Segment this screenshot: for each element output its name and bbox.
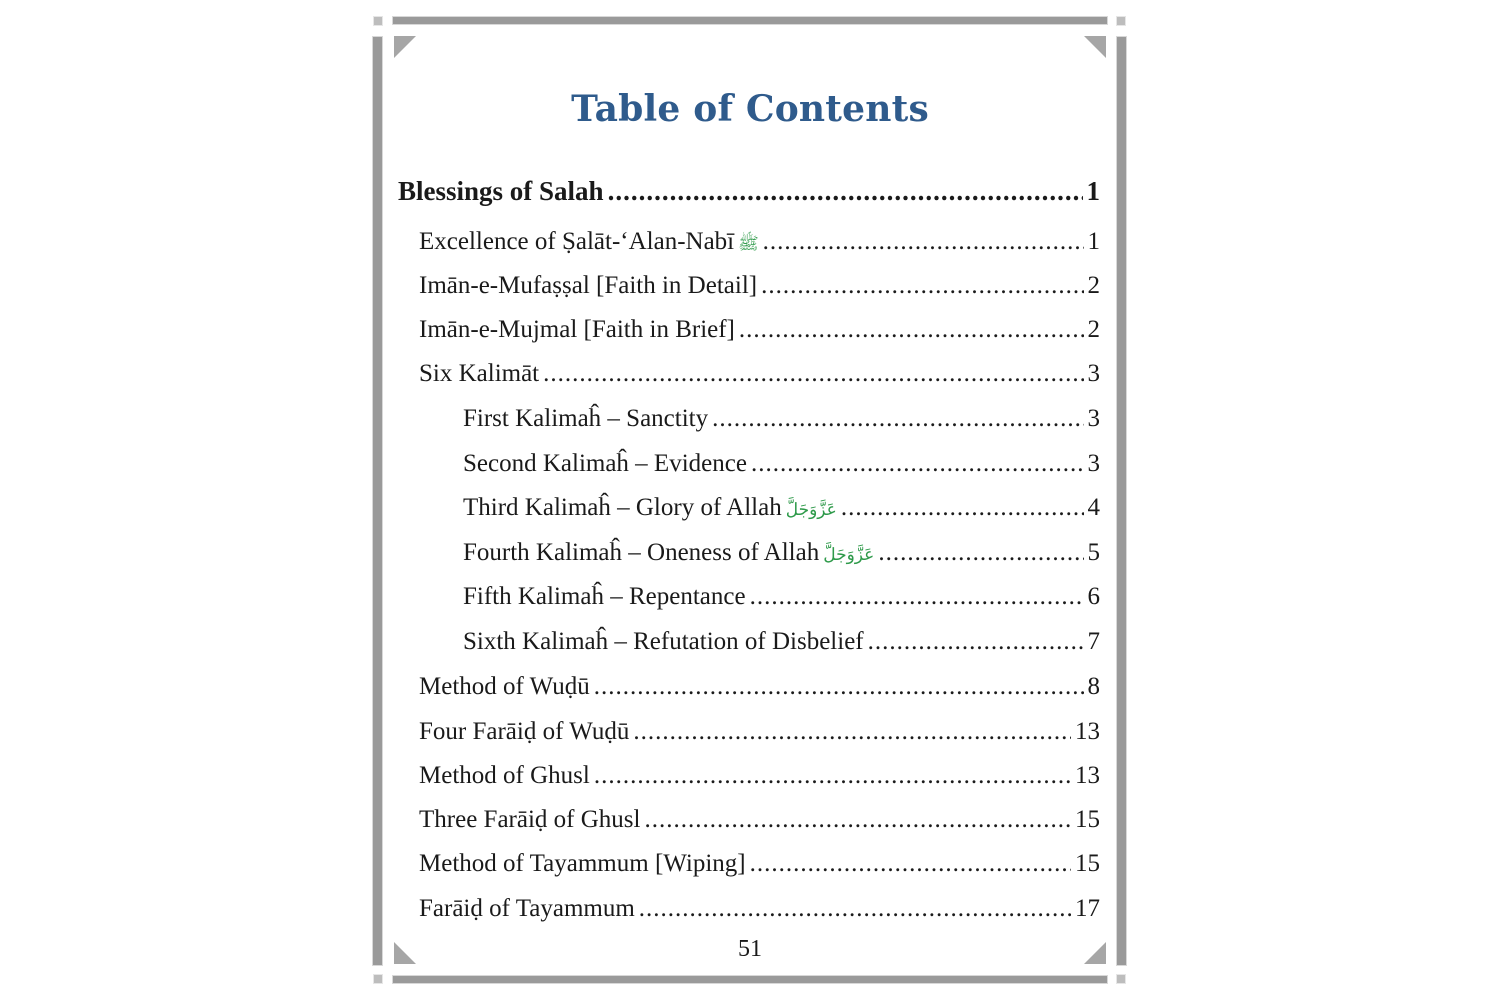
toc-entry-page: 13 — [1075, 718, 1100, 745]
toc-entry-label: First Kalimaĥ – Sanctity — [463, 405, 709, 432]
toc-dot-leader — [751, 450, 1084, 478]
toc-entry-label: Third Kalimaĥ – Glory of Allah — [463, 494, 782, 521]
toc-entry-page: 15 — [1075, 806, 1100, 833]
frame-bottom-border — [392, 975, 1108, 984]
toc-entry[interactable] — [398, 895, 1100, 923]
toc-entry[interactable] — [398, 316, 1100, 344]
toc-entry-page: 15 — [1075, 850, 1100, 877]
toc-entry-page: 8 — [1087, 673, 1100, 700]
toc-entry[interactable] — [398, 762, 1100, 790]
toc-dot-leader — [739, 316, 1084, 344]
toc-entry-page: 13 — [1075, 762, 1100, 789]
toc-entry-label: Sixth Kalimaĥ – Refutation of Disbelief — [463, 628, 864, 655]
toc-entry[interactable] — [398, 176, 1100, 207]
toc-dot-leader — [841, 494, 1084, 522]
frame-corner-bottom-left — [373, 974, 383, 984]
toc-entry[interactable] — [398, 539, 1100, 567]
toc-entry-page: 3 — [1087, 450, 1100, 477]
toc-entry[interactable] — [398, 583, 1100, 611]
toc-dot-leader — [878, 539, 1083, 567]
frame-top-border — [392, 16, 1108, 25]
toc-entry[interactable] — [398, 673, 1100, 701]
toc-entry-label: Four Farāiḍ of Wuḍū — [419, 718, 630, 745]
honorific-calligraphy: عَزَّوَجَلَّ — [823, 545, 875, 564]
toc-dot-leader — [868, 628, 1084, 656]
frame-corner-top-left — [373, 16, 383, 26]
toc-entry-label: Fourth Kalimaĥ – Oneness of Allah — [463, 539, 820, 566]
toc-entry-page: 17 — [1075, 895, 1100, 922]
toc-dot-leader — [761, 272, 1083, 300]
toc-entry-page: 1 — [1086, 176, 1100, 206]
toc-entry[interactable] — [398, 450, 1100, 478]
toc-entry[interactable] — [398, 628, 1100, 656]
toc-entry-page: 4 — [1087, 494, 1100, 521]
frame-corner-top-right — [1116, 16, 1126, 26]
toc-entry-page: 3 — [1087, 405, 1100, 432]
page-title: Table of Contents — [571, 88, 929, 130]
toc-entry-label: Fifth Kalimaĥ – Repentance — [463, 583, 746, 610]
toc-entry[interactable] — [398, 360, 1100, 388]
toc-entry-label: Method of Ghusl — [419, 762, 590, 789]
toc-entry[interactable] — [398, 850, 1100, 878]
toc-dot-leader — [712, 405, 1083, 433]
toc-entry-label: Method of Tayammum [Wiping] — [419, 850, 746, 877]
toc-dot-leader — [608, 176, 1083, 207]
toc-dot-leader — [644, 806, 1071, 834]
toc-entry-page: 2 — [1087, 272, 1100, 299]
frame-left-border — [372, 36, 383, 966]
toc-entry[interactable] — [398, 272, 1100, 300]
toc-dot-leader — [750, 583, 1084, 611]
toc-entry-page: 3 — [1087, 360, 1100, 387]
toc-entry-label: Farāiḍ of Tayammum — [419, 895, 635, 922]
frame-right-border — [1116, 36, 1127, 966]
toc-entry-page: 1 — [1087, 228, 1100, 255]
toc-entry-label: Second Kalimaĥ – Evidence — [463, 450, 747, 477]
toc-entry-label: Method of Wuḍū — [419, 673, 590, 700]
toc-dot-leader — [594, 762, 1071, 790]
toc-dot-leader — [750, 850, 1071, 878]
toc-dot-leader — [633, 718, 1071, 746]
toc-dot-leader — [594, 673, 1084, 701]
toc-entry[interactable] — [398, 405, 1100, 433]
toc-entry[interactable] — [398, 228, 1100, 258]
corner-ornament-top-left — [394, 36, 416, 58]
frame-corner-bottom-right — [1116, 974, 1126, 984]
toc-dot-leader — [763, 228, 1084, 256]
toc-entry-page: 6 — [1087, 583, 1100, 610]
toc-entry-page: 5 — [1087, 539, 1100, 566]
toc-dot-leader — [543, 360, 1083, 388]
page-number: 51 — [738, 936, 762, 962]
corner-ornament-top-right — [1084, 36, 1106, 58]
toc-entry-label: Excellence of Ṣalāt-‘Alan-Nabī — [419, 228, 735, 255]
toc-entry-label: Imān-e-Mufaṣṣal [Faith in Detail] — [419, 272, 758, 299]
toc-dot-leader — [639, 895, 1071, 923]
toc-entry-page: 2 — [1087, 316, 1100, 343]
toc-entry-label: Six Kalimāt — [419, 360, 540, 387]
toc-entry-label: Blessings of Salah — [398, 176, 604, 206]
toc-entry[interactable] — [398, 494, 1100, 522]
honorific-calligraphy: عَزَّوَجَلَّ — [785, 500, 837, 519]
toc-entry-page: 7 — [1087, 628, 1100, 655]
toc-entry-label: Imān-e-Mujmal [Faith in Brief] — [419, 316, 735, 343]
toc-entry[interactable] — [398, 806, 1100, 834]
toc-entry-label: Three Farāiḍ of Ghusl — [419, 806, 641, 833]
toc-entry[interactable] — [398, 718, 1100, 746]
honorific-calligraphy: ﷺ — [738, 234, 759, 253]
